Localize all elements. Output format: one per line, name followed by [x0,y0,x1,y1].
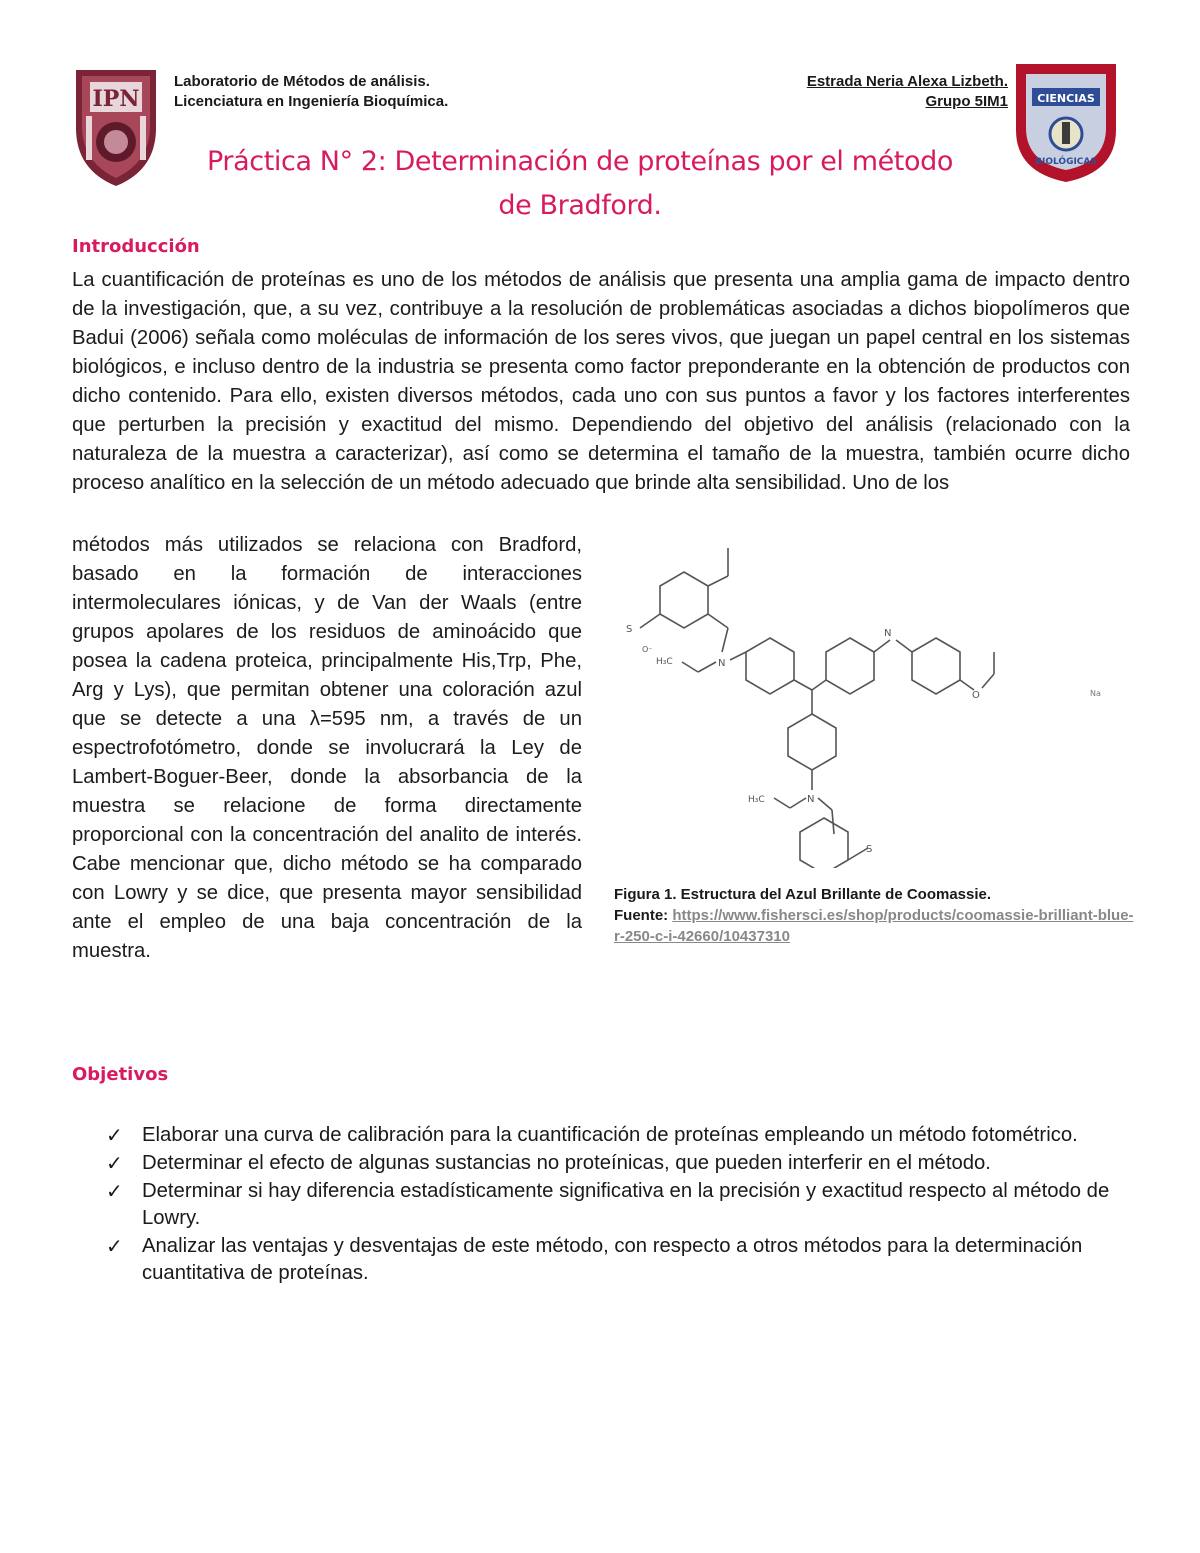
objective-text: Determinar el efecto de algunas sustancias no proteínicas, que pueden interferir en el método. [142,1152,991,1174]
introduction-heading: Introducción [72,236,200,257]
degree-name: Licenciatura en Ingeniería Bioquímica. [174,93,449,110]
ch3-a-label: H₃C [656,657,673,667]
figure-source [614,905,1134,947]
objective-text: Determinar si hay diferencia estadísticamente significativa en la precisión y exactitud respecto al método de Lowry. [142,1180,1110,1229]
check-icon: ✓ [106,1151,123,1175]
introduction-paragraph: La cuantificación de proteínas es uno de los métodos de análisis que presenta una amplia gama de impacto dentro de la investigación, que, a su vez, contribuye a la resolución de problemáticas asociadas a dichos biopolímeros que Badui (2006) señala como moléculas de información de los seres vivos, que juegan un papel central en los sistemas biológicos, e incluso dentro de la industria se presenta como factor preponderante en la obtención de productos con dicho contenido. Para ello, existen diversos métodos, cada uno con sus puntos a favor y los factores interferentes que perturben la precisión y exactitud del mismo. Dependiendo del objetivo del análisis (relacionado con la naturaleza de la muestra a caracterizar), así como se determina el tamaño de la muestra, también ocurre dicho proceso analítico en la selección de un método adecuado que brinde alta sensibilidad. Uno de los [72,269,1130,494]
sulfonate-top-label: S [626,624,633,635]
figure-caption-title: Figura 1. Estructura del Azul Brillante de Coomassie. [614,886,992,903]
n-plus-label: N [718,658,726,669]
page-title [160,140,1000,228]
list-item [100,1122,1130,1149]
introduction-paragraph-column: métodos más utilizados se relaciona con Bradford, basado en la formación de interacciones intermoleculares iónicas, y de Van der Waals (entre grupos apolares de los residuos de aminoácido que posea la cadena proteica, principalmente His,Trp, Phe, Arg y Lys), que permitan obtener una coloración azul que se detecte a una λ=595 nm, a través de un espectrofotómetro, donde se involucrará la Ley de Lambert-Boguer-Beer, donde la absorbancia de la muestra se relacione de forma directamente proporcional con la concentración del analito de interés. Cabe mencionar que, dicho método se ha comparado con Lowry y se dice, que presenta mayor sensibilidad ante el empleo de una baja concentración de la muestra. [72,534,582,962]
list-item [100,1150,1130,1177]
objective-text: Analizar las ventajas y desventajas de este método, con respecto a otros métodos para la determinación cuantitativa de proteínas. [142,1235,1083,1284]
n-amine-label: N [807,794,815,805]
title-line-1: Práctica N° 2: Determinación de proteínas por el método [207,146,953,177]
coomassie-structure-figure [612,548,1132,868]
logo-text-bottom: BIOLÓGICAS [1035,157,1097,167]
sulfonate-bottom-label: S [866,844,873,855]
header-left [174,72,448,112]
figure-caption [614,884,1134,947]
ipn-logo-text: IPN [92,86,140,112]
figure-source-link[interactable]: https://www.fishersci.es/shop/products/coomassie-brilliant-blue-r-250-c-i-42660/10437310 [614,907,1134,945]
objectives-heading: Objetivos [72,1064,169,1085]
list-item [100,1233,1130,1287]
lab-name: Laboratorio de Métodos de análisis. [174,73,430,90]
logo-text-top: CIENCIAS [1037,92,1095,105]
header-right [807,72,1008,112]
check-icon: ✓ [106,1234,123,1258]
ch3-b-label: H₃C [748,795,765,805]
check-icon: ✓ [106,1123,123,1147]
title-line-2: de Bradford. [498,190,662,221]
figure-source-label: Fuente: [614,907,669,924]
sodium-label: Na [1090,689,1101,698]
nh-label: N [884,628,892,639]
objective-text: Elaborar una curva de calibración para la cuantificación de proteínas empleando un método fotométrico. [142,1124,1078,1146]
objectives-list [100,1122,1130,1288]
ipn-logo [70,66,162,188]
o-minus-label: O⁻ [642,645,653,654]
student-name: Estrada Neria Alexa Lizbeth. [806,73,1008,90]
o-ether-label: O [972,690,980,701]
list-item [100,1178,1130,1232]
check-icon: ✓ [106,1179,123,1203]
escuela-ciencias-biologicas-logo [1012,60,1120,184]
group-name: Grupo 5IM1 [925,93,1008,110]
